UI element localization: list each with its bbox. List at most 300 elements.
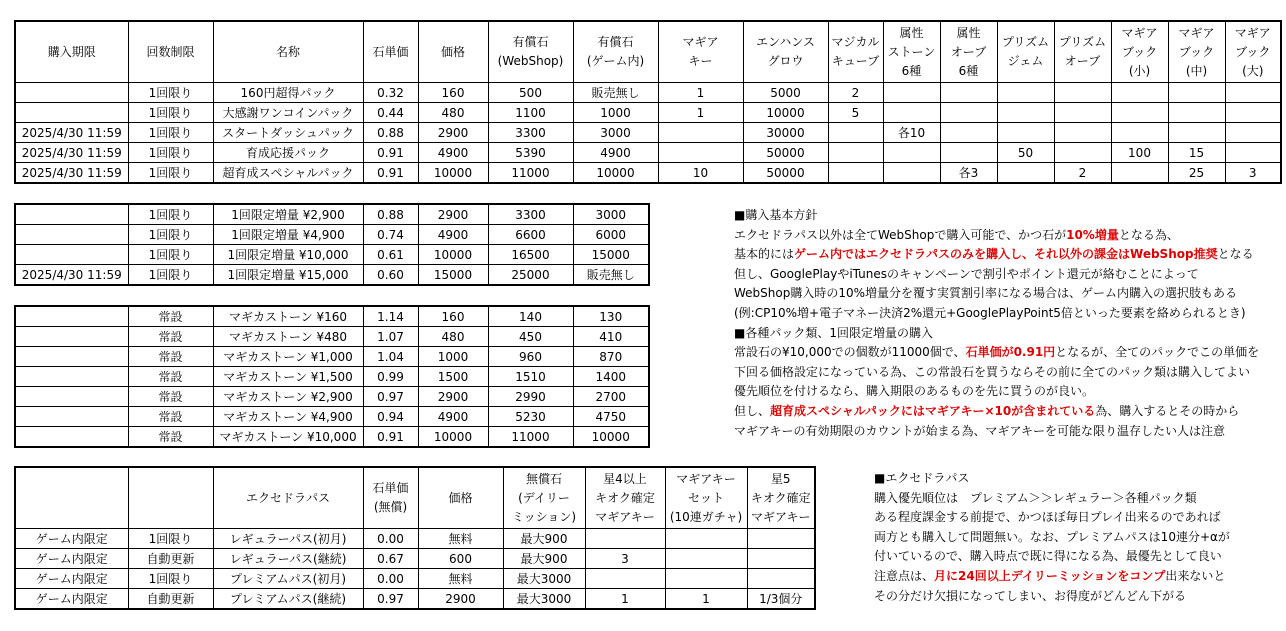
table-cell: 100 — [1111, 143, 1168, 163]
table-cell — [747, 529, 815, 549]
purchase-policy-notes — [734, 206, 1259, 441]
table-cell: 0.67 — [363, 549, 418, 569]
table-cell: 10000 — [573, 427, 649, 448]
table-cell — [15, 367, 128, 387]
table-cell: 1510 — [488, 367, 573, 387]
table-cell: 1回限定増量 ¥2,900 — [213, 204, 363, 225]
table-cell: ゲーム内限定 — [15, 549, 128, 569]
table-cell: 1回限定増量 ¥10,000 — [213, 245, 363, 265]
table-cell: 15000 — [573, 245, 649, 265]
table-row — [15, 306, 649, 327]
table-cell: 1回限り — [128, 225, 213, 245]
table-cell: 15000 — [418, 265, 488, 286]
table-cell: 3 — [1225, 163, 1281, 184]
table-row — [15, 123, 1281, 143]
table-cell: マギカストーン ¥10,000 — [213, 427, 363, 448]
table-cell — [1225, 103, 1281, 123]
table-cell: 160 — [418, 306, 488, 327]
magica-stone-table — [14, 305, 650, 448]
note-line — [874, 489, 1230, 509]
table-cell: マギカストーン ¥4,900 — [213, 407, 363, 427]
table-cell: 0.91 — [363, 427, 418, 448]
header-cell: マギア ブック (大) — [1225, 21, 1281, 83]
table-cell: 5390 — [488, 143, 573, 163]
table-cell: 50000 — [743, 163, 828, 184]
header-cell: 石単価 — [363, 21, 418, 83]
table-row — [15, 569, 815, 589]
note-text: 為、購入するとその時から — [1095, 403, 1240, 418]
table-cell: 960 — [488, 347, 573, 367]
table-cell: 5 — [828, 103, 883, 123]
table-cell: 最大900 — [503, 529, 585, 549]
table-cell — [1168, 123, 1225, 143]
note-text: ある程度課金する前提で、かつほぼ毎日プレイ出来るのであれば — [874, 510, 1221, 525]
table-cell: 2900 — [418, 204, 488, 225]
table-cell — [1111, 103, 1168, 123]
table-cell: 1回限り — [128, 123, 213, 143]
table-cell: 最大900 — [503, 549, 585, 569]
table-cell — [828, 123, 883, 143]
table-cell: 4750 — [573, 407, 649, 427]
note-line — [734, 402, 1259, 422]
table-cell: 3000 — [573, 204, 649, 225]
table-cell: 常設 — [128, 327, 213, 347]
table-cell — [1111, 83, 1168, 103]
table-cell — [1111, 163, 1168, 184]
note-text: 但し、 — [734, 403, 771, 418]
note-text: ■エクセドラパス — [874, 471, 970, 485]
table-cell: 480 — [418, 327, 488, 347]
table-cell: 5000 — [743, 83, 828, 103]
note-text: (例:CP10%増+電子マネー決済2%還元+GooglePlayPoint5倍といった要素を絡められるとき) — [734, 305, 1246, 320]
note-highlight: 月に24回以上デイリーミッションをコンプ — [934, 568, 1166, 583]
table-row — [15, 367, 649, 387]
table-cell: 0.88 — [363, 123, 418, 143]
table-cell: 160 — [418, 83, 488, 103]
table-cell — [1054, 83, 1111, 103]
exedra-pass-table — [14, 466, 816, 610]
table-cell — [1054, 103, 1111, 123]
table-cell — [1168, 83, 1225, 103]
table-cell: 1 — [658, 103, 743, 123]
table-cell — [997, 123, 1054, 143]
table-cell: 2025/4/30 11:59 — [15, 123, 128, 143]
table-cell: 0.99 — [363, 367, 418, 387]
table-row — [15, 589, 815, 610]
table-cell — [665, 529, 747, 549]
table-cell — [15, 387, 128, 407]
table-cell: 販売無し — [573, 83, 658, 103]
table-cell — [883, 163, 940, 184]
table-cell — [997, 83, 1054, 103]
table-cell — [883, 143, 940, 163]
table-cell: 130 — [573, 306, 649, 327]
table-row — [15, 163, 1281, 184]
table-cell: 1回限り — [128, 204, 213, 225]
note-line — [734, 284, 1259, 304]
table-cell — [658, 143, 743, 163]
table-cell: 1回限り — [128, 265, 213, 286]
note-text: 購入優先順位は プレミアム＞＞レギュラー＞各種パック類 — [874, 490, 1197, 505]
table-cell: 2 — [1054, 163, 1111, 184]
table-row — [15, 387, 649, 407]
header-cell: プリズム ジェム — [997, 21, 1054, 83]
table-row — [15, 529, 815, 549]
table-cell — [1054, 143, 1111, 163]
header-cell: 属性 ストーン 6種 — [883, 21, 940, 83]
table-cell: 1回限り — [128, 143, 213, 163]
table-row — [15, 407, 649, 427]
table-cell — [15, 327, 128, 347]
table-cell — [15, 347, 128, 367]
note-text: 但し、GooglePlayやiTunesのキャンペーンで割引やポイント還元が絡むことによって — [734, 266, 1199, 281]
table-cell: 450 — [488, 327, 573, 347]
table-cell: 4900 — [418, 407, 488, 427]
header-cell: マギア ブック (中) — [1168, 21, 1225, 83]
table-cell: 1 — [585, 589, 665, 610]
note-highlight: ゲーム内ではエクセドラパスのみを購入し、それ以外の課金はWebShop推奨 — [794, 247, 1218, 262]
header-cell: 無償石 (デイリー ミッション) — [503, 467, 585, 529]
table-cell: 常設 — [128, 347, 213, 367]
table-cell: 各10 — [883, 123, 940, 143]
table-cell — [15, 245, 128, 265]
table-cell — [883, 103, 940, 123]
header-cell: マギアキー セット (10連ガチャ) — [665, 467, 747, 529]
header-cell: エンハンス グロウ — [743, 21, 828, 83]
note-text: 出来ないと — [1165, 568, 1226, 583]
note-text: となるが、全てのパックでこの単価を — [1055, 345, 1260, 360]
note-text: WebShop購入時の10%増量分を覆す実質割引率になる場合は、ゲーム内購入の選択肢もある — [734, 286, 1238, 301]
note-text: 基本的には — [734, 247, 795, 262]
note-highlight: 10%増量 — [1066, 227, 1119, 242]
table-cell — [997, 103, 1054, 123]
table-cell: 超育成スペシャルパック — [213, 163, 363, 184]
table-cell: 常設 — [128, 427, 213, 448]
table-cell: 50000 — [743, 143, 828, 163]
note-text: 優先順位を付けるなら、購入期限のあるものを先に買うのが良い。 — [734, 384, 1095, 399]
table-cell: 1回限定増量 ¥4,900 — [213, 225, 363, 245]
table-cell: 4900 — [418, 143, 488, 163]
table-cell — [1168, 103, 1225, 123]
note-line — [874, 528, 1230, 548]
table-cell — [585, 529, 665, 549]
table-cell — [658, 123, 743, 143]
note-highlight: 超育成スペシャルパックにはマギアキー×10が含まれている — [770, 403, 1096, 418]
table-row — [15, 225, 649, 245]
header-cell: 星4以上 キオク確定 マギアキー — [585, 467, 665, 529]
table-cell: ゲーム内限定 — [15, 569, 128, 589]
table-cell: 1.04 — [363, 347, 418, 367]
header-cell — [15, 467, 128, 529]
table-cell: 11000 — [488, 427, 573, 448]
note-line — [734, 265, 1259, 285]
table-cell — [940, 83, 997, 103]
table-cell: マギカストーン ¥480 — [213, 327, 363, 347]
table-cell: 1 — [658, 83, 743, 103]
table-cell — [15, 407, 128, 427]
table-cell: 30000 — [743, 123, 828, 143]
table-cell: 2900 — [418, 387, 488, 407]
table-cell — [1111, 123, 1168, 143]
table-cell — [997, 163, 1054, 184]
table-cell: 各3 — [940, 163, 997, 184]
header-cell: マジカル キューブ — [828, 21, 883, 83]
table-cell: 50 — [997, 143, 1054, 163]
note-line — [734, 382, 1259, 402]
table-cell: 160円超得パック — [213, 83, 363, 103]
table-cell — [665, 549, 747, 569]
table-cell: 6600 — [488, 225, 573, 245]
note-line — [734, 324, 1259, 344]
note-text: となる — [1217, 247, 1254, 262]
table-cell: ゲーム内限定 — [15, 529, 128, 549]
table-cell: 自動更新 — [128, 549, 213, 569]
table-cell: 3 — [585, 549, 665, 569]
header-cell: 石単価 (無償) — [363, 467, 418, 529]
table-cell: マギカストーン ¥1,000 — [213, 347, 363, 367]
table-row — [15, 83, 1281, 103]
table-cell: 1回限定増量 ¥15,000 — [213, 265, 363, 286]
table-cell: 3000 — [573, 123, 658, 143]
table-cell: 480 — [418, 103, 488, 123]
header-cell: マギア ブック (小) — [1111, 21, 1168, 83]
header-cell: プリズム オーブ — [1054, 21, 1111, 83]
table-cell — [15, 103, 128, 123]
table-cell: プレミアムパス(初月) — [213, 569, 363, 589]
table-cell: 11000 — [488, 163, 573, 184]
table-cell: 常設 — [128, 407, 213, 427]
table-cell — [828, 163, 883, 184]
table-cell: レギュラーパス(継続) — [213, 549, 363, 569]
table-cell: 0.91 — [363, 143, 418, 163]
table-cell: スタートダッシュパック — [213, 123, 363, 143]
table-cell: 410 — [573, 327, 649, 347]
table-cell: 0.91 — [363, 163, 418, 184]
table-cell: 15 — [1168, 143, 1225, 163]
header-row — [15, 21, 1281, 83]
note-text: ■購入基本方針 — [734, 208, 818, 222]
table-cell: 1回限り — [128, 83, 213, 103]
note-highlight: 石単価が0.91円 — [965, 345, 1056, 360]
table-cell: 6000 — [573, 225, 649, 245]
note-line — [734, 343, 1259, 363]
table-cell: 常設 — [128, 387, 213, 407]
table-cell: 5230 — [488, 407, 573, 427]
table-cell: 1100 — [488, 103, 573, 123]
table-cell: 1000 — [573, 103, 658, 123]
header-cell: 価格 — [418, 21, 488, 83]
table-cell: 最大3000 — [503, 569, 585, 589]
table-cell: 2900 — [418, 589, 503, 610]
limited-increase-table — [14, 203, 650, 286]
table-cell: 25 — [1168, 163, 1225, 184]
table-row — [15, 327, 649, 347]
table-cell: 10000 — [743, 103, 828, 123]
table-cell: 4900 — [418, 225, 488, 245]
note-line — [734, 422, 1259, 442]
table-cell: 1 — [665, 589, 747, 610]
table-cell: 0.44 — [363, 103, 418, 123]
table-cell: 3300 — [488, 123, 573, 143]
table-cell — [665, 569, 747, 589]
table-cell: 500 — [488, 83, 573, 103]
table-cell: マギカストーン ¥2,900 — [213, 387, 363, 407]
note-line — [734, 206, 1259, 226]
table-cell: 2900 — [418, 123, 488, 143]
table-cell: レギュラーパス(初月) — [213, 529, 363, 549]
table-cell: 販売無し — [573, 265, 649, 286]
table-cell: 2990 — [488, 387, 573, 407]
table-cell: 25000 — [488, 265, 573, 286]
note-text: ■各種パック類、1回限定増量の購入 — [734, 325, 933, 340]
table-cell: 2025/4/30 11:59 — [15, 143, 128, 163]
note-line — [734, 304, 1259, 324]
table-cell: 0.61 — [363, 245, 418, 265]
header-cell: 回数制限 — [128, 21, 213, 83]
header-cell — [128, 467, 213, 529]
table-cell: 10000 — [573, 163, 658, 184]
table-cell: ゲーム内限定 — [15, 589, 128, 610]
note-text: その分だけ欠損になってしまい、お得度がどんどん下がる — [874, 588, 1187, 603]
table-cell — [1225, 83, 1281, 103]
table-cell: 870 — [573, 347, 649, 367]
header-cell: 購入期限 — [15, 21, 128, 83]
table-row — [15, 427, 649, 448]
header-cell: 星5 キオク確定 マギアキー — [747, 467, 815, 529]
table-cell: 0.00 — [363, 529, 418, 549]
table-cell: 16500 — [488, 245, 573, 265]
table-cell — [940, 143, 997, 163]
table-cell: 600 — [418, 549, 503, 569]
table-cell: 0.32 — [363, 83, 418, 103]
note-line — [734, 363, 1259, 383]
note-text: 両方とも購入して問題無い。なお、プレミアムパスは10連分+αが — [874, 529, 1230, 544]
table-cell — [940, 103, 997, 123]
table-cell: 10 — [658, 163, 743, 184]
table-row — [15, 549, 815, 569]
table-cell: 最大3000 — [503, 589, 585, 610]
table-cell: 140 — [488, 306, 573, 327]
table-cell: 1回限り — [128, 529, 213, 549]
table-row — [15, 265, 649, 286]
table-cell: 常設 — [128, 367, 213, 387]
table-row — [15, 204, 649, 225]
table-cell — [15, 204, 128, 225]
note-line — [874, 567, 1230, 587]
table-cell: 0.97 — [363, 387, 418, 407]
table-cell — [1225, 123, 1281, 143]
table-cell — [828, 143, 883, 163]
table-cell: 大感謝ワンコインパック — [213, 103, 363, 123]
table-cell: 3300 — [488, 204, 573, 225]
note-line — [874, 508, 1230, 528]
header-cell: 名称 — [213, 21, 363, 83]
exedra-pass-notes — [874, 469, 1230, 606]
table-cell — [1225, 143, 1281, 163]
table-cell: 1回限り — [128, 569, 213, 589]
table-cell: 1回限り — [128, 245, 213, 265]
table-cell: 1/3個分 — [747, 589, 815, 610]
header-cell: 有償石 (WebShop) — [488, 21, 573, 83]
note-text: 付いているので、購入時点で既に得になる為、最優先として良い — [874, 549, 1222, 564]
table-row — [15, 347, 649, 367]
table-cell: 0.88 — [363, 204, 418, 225]
table-cell: 2700 — [573, 387, 649, 407]
table-cell — [883, 83, 940, 103]
note-text: マギアキーの有効期限のカウントが始まる為、マギアキーを可能な限り温存したい人は注意 — [734, 423, 1226, 438]
table-row — [15, 143, 1281, 163]
table-cell: 4900 — [573, 143, 658, 163]
table-cell: 2025/4/30 11:59 — [15, 163, 128, 184]
table-cell: 2025/4/30 11:59 — [15, 265, 128, 286]
table-cell: 10000 — [418, 163, 488, 184]
note-text: となる為、 — [1118, 227, 1179, 242]
table-cell: 無料 — [418, 569, 503, 589]
header-cell: 価格 — [418, 467, 503, 529]
table-cell: 0.94 — [363, 407, 418, 427]
table-row — [15, 103, 1281, 123]
table-cell: 10000 — [418, 245, 488, 265]
table-cell: 0.74 — [363, 225, 418, 245]
table-cell: マギカストーン ¥160 — [213, 306, 363, 327]
table-cell: 無料 — [418, 529, 503, 549]
table-cell: 0.00 — [363, 569, 418, 589]
table-cell: 自動更新 — [128, 589, 213, 610]
table-cell — [15, 306, 128, 327]
note-text: 常設石の¥10,000での個数が11000個で、 — [734, 345, 966, 360]
note-text: 注意点は、 — [874, 568, 935, 583]
table-cell: 1000 — [418, 347, 488, 367]
table-cell — [15, 225, 128, 245]
table-cell: プレミアムパス(継続) — [213, 589, 363, 610]
header-cell: 属性 オーブ 6種 — [940, 21, 997, 83]
table-cell: 1400 — [573, 367, 649, 387]
table-cell — [585, 569, 665, 589]
table-cell: 1500 — [418, 367, 488, 387]
table-cell: 0.97 — [363, 589, 418, 610]
note-text: 下回る価格設定になっている為、この常設石を買うならその前に全てのパック類は購入してよい — [734, 364, 1251, 379]
table-cell — [15, 427, 128, 448]
table-cell — [747, 549, 815, 569]
table-cell — [940, 123, 997, 143]
table-row — [15, 245, 649, 265]
table-cell: 1.07 — [363, 327, 418, 347]
pack-table — [14, 20, 1282, 184]
note-line — [734, 245, 1259, 265]
header-row — [15, 467, 815, 529]
note-line — [874, 587, 1230, 607]
table-cell — [1054, 123, 1111, 143]
table-cell: 1回限り — [128, 103, 213, 123]
table-cell: 2 — [828, 83, 883, 103]
table-cell — [747, 569, 815, 589]
note-line — [734, 226, 1259, 246]
table-cell: マギカストーン ¥1,500 — [213, 367, 363, 387]
note-line — [874, 469, 1230, 489]
note-text: エクセドラパス以外は全てWebShopで購入可能で、かつ石が — [734, 227, 1067, 242]
header-cell: 有償石 (ゲーム内) — [573, 21, 658, 83]
table-cell: 常設 — [128, 306, 213, 327]
table-cell: 0.60 — [363, 265, 418, 286]
table-cell — [15, 83, 128, 103]
table-cell: 育成応援パック — [213, 143, 363, 163]
note-line — [874, 547, 1230, 567]
table-cell: 1回限り — [128, 163, 213, 184]
table-cell: 1.14 — [363, 306, 418, 327]
header-cell: エクセドラパス — [213, 467, 363, 529]
table-cell: 10000 — [418, 427, 488, 448]
header-cell: マギア キー — [658, 21, 743, 83]
